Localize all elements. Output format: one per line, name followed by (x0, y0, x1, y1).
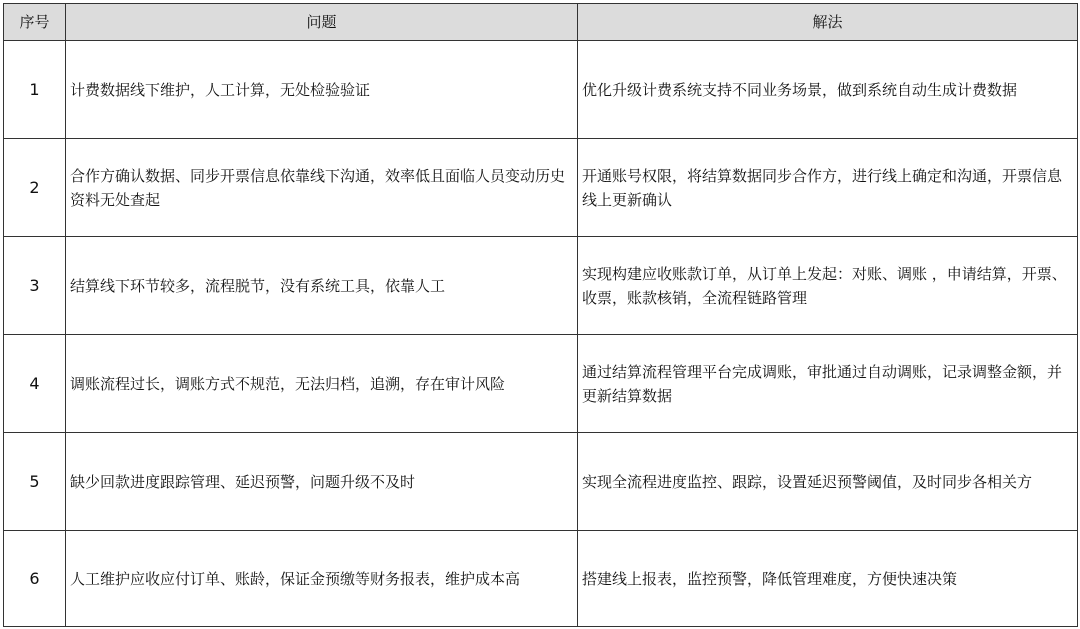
row-problem: 调账流程过长，调账方式不规范，无法归档，追溯，存在审计风险 (66, 335, 578, 433)
header-solution: 解法 (578, 4, 1078, 41)
row-index: 1 (4, 41, 66, 139)
table-row (4, 531, 1078, 627)
problem-solution-table (3, 3, 1078, 627)
row-index: 6 (4, 531, 66, 627)
row-solution: 通过结算流程管理平台完成调账，审批通过自动调账，记录调整金额，并更新结算数据 (578, 335, 1078, 433)
table-row (4, 139, 1078, 237)
row-problem: 计费数据线下维护，人工计算，无处检验验证 (66, 41, 578, 139)
row-solution: 开通账号权限，将结算数据同步合作方，进行线上确定和沟通，开票信息线上更新确认 (578, 139, 1078, 237)
row-solution: 搭建线上报表，监控预警，降低管理难度，方便快速决策 (578, 531, 1078, 627)
row-solution: 实现构建应收账款订单，从订单上发起：对账、调账 ，申请结算，开票、收票，账款核销，全流程链路管理 (578, 237, 1078, 335)
row-index: 3 (4, 237, 66, 335)
table-row (4, 41, 1078, 139)
row-problem: 合作方确认数据、同步开票信息依靠线下沟通，效率低且面临人员变动历史资料无处查起 (66, 139, 578, 237)
row-solution: 优化升级计费系统支持不同业务场景，做到系统自动生成计费数据 (578, 41, 1078, 139)
table-row (4, 237, 1078, 335)
row-index: 4 (4, 335, 66, 433)
row-problem: 人工维护应收应付订单、账龄，保证金预缴等财务报表，维护成本高 (66, 531, 578, 627)
table-row (4, 335, 1078, 433)
table-row (4, 433, 1078, 531)
row-solution: 实现全流程进度监控、跟踪，设置延迟预警阈值，及时同步各相关方 (578, 433, 1078, 531)
row-problem: 结算线下环节较多，流程脱节，没有系统工具，依靠人工 (66, 237, 578, 335)
header-problem: 问题 (66, 4, 578, 41)
row-problem: 缺少回款进度跟踪管理、延迟预警，问题升级不及时 (66, 433, 578, 531)
row-index: 5 (4, 433, 66, 531)
header-index: 序号 (4, 4, 66, 41)
row-index: 2 (4, 139, 66, 237)
table-header-row (4, 4, 1078, 41)
